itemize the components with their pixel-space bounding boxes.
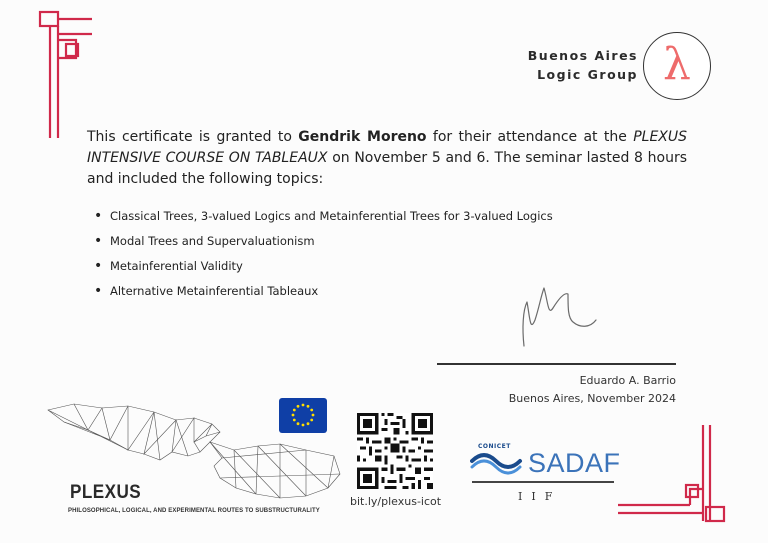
intro-middle: for their attendance at the [432,129,627,145]
intro-prefix: This certificate is granted to [87,129,292,145]
top-left-frame-ornament [36,10,92,138]
group-name-line2: Logic Group [537,67,638,82]
group-name-line1: Buenos Aires [527,48,638,63]
plexus-title: PLEXUS [70,482,142,503]
sadaf-logo-text: SADAF [528,448,621,478]
signer-block [509,372,676,408]
course-name: PLEXUS INTENSIVE COURSE ON TABLEAUX [87,129,688,166]
conicet-wave-icon [470,447,524,475]
list-item: • Classical Trees, 3-valued Logics and Metainferential Trees for 3-valued Logics [94,206,553,231]
recipient-name: Gendrik Moreno [298,129,427,145]
qr-link[interactable]: bit.ly/plexus-icot [350,495,442,508]
list-item: • Alternative Metainferential Tableaux [94,281,553,306]
plexus-subtitle: PHILOSOPHICAL, LOGICAL, AND EXPERIMENTAL ROUTES TO SUBSTRUCTURALITY [68,508,320,514]
signer-name: Eduardo A. Barrio [579,374,676,387]
logo-divider [472,481,614,483]
signature-line [437,363,676,365]
conicet-label: CONICET [478,443,511,450]
eu-stars-icon [279,398,327,433]
bottom-right-frame-ornament [618,425,728,525]
lambda-glyph: λ [663,39,691,90]
intro-suffix: on November 5 and 6. The seminar lasted 8 hours and included the following topics: [87,150,688,187]
handwritten-signature [510,282,605,352]
iif-label: IIF [518,490,562,503]
signature-place-date: Buenos Aires, November 2024 [508,392,676,405]
list-item: • Metainferential Validity [94,256,553,281]
lambda-logo [643,32,711,100]
eu-flag [279,398,327,433]
certificate-statement [87,127,687,190]
qr-code[interactable] [357,413,433,489]
topics-list [94,206,553,306]
list-item: • Modal Trees and Supervaluationism [94,231,553,256]
group-name [528,46,638,84]
